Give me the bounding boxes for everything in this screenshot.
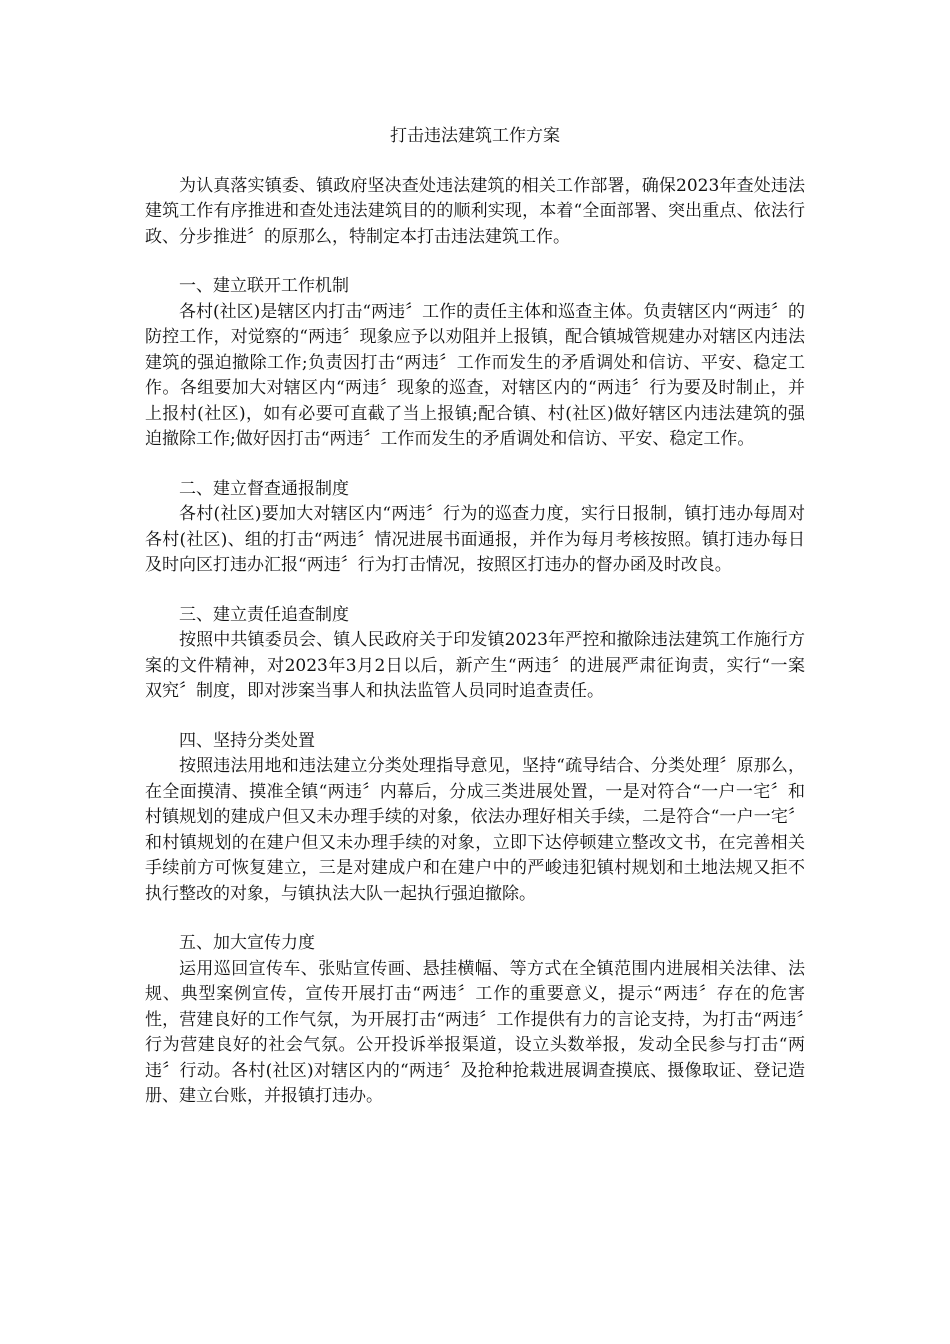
section-heading: 二、建立督查通报制度	[179, 478, 349, 499]
section-4	[145, 729, 805, 908]
section-heading: 五、加大宣传力度	[179, 933, 315, 953]
section-heading: 三、建立责任追查制度	[179, 604, 349, 625]
section-1	[145, 274, 805, 453]
document-title: 打击违法建筑工作方案	[390, 126, 560, 146]
section-2	[145, 477, 805, 579]
section-body: 按照违法用地和违法建立分类处理指导意见，坚持“疏导结合、分类处理〞原那么，在全面摸清、摸准全镇“两违〞内幕后，分成三类进展处置，一是对符合“一户一宅〞和村镇规划的建成户但又未办理手续的对象，依法办理好相关手续，二是符合“一户一宅〞和村镇规划的在建户但又未办理手续的对象，立即下达停顿建立整改文书，在完善相关手续前方可恢复建立，三是对建成户和在建户中的严峻违犯镇村规划和土地法规又拒不执行整改的对象，与镇执法大队一起执行强迫撤除。	[145, 756, 805, 904]
section-heading: 四、坚持分类处置	[179, 730, 315, 751]
section-3	[145, 603, 805, 705]
section-body: 各村(社区)是辖区内打击“两违〞工作的责任主体和巡查主体。负责辖区内“两违〞的防控工作，对觉察的“两违〞现象应予以劝阻并上报镇，配合镇城管规建办对辖区内违法建筑的强迫撤除工作;负责因打击“两违〞工作而发生的矛盾调处和信访、平安、稳定工作。各组要加大对辖区内“两违〞现象的巡查，对辖区内的“两违〞行为要及时制止，并上报村(社区)，如有必要可直截了当上报镇;配合镇、村(社区)做好辖区内违法建筑的强迫撤除工作;做好因打击“两违〞工作而发生的矛盾调处和信访、平安、稳定工作。	[145, 301, 805, 449]
section-body: 各村(社区)要加大对辖区内“两违〞行为的巡查力度，实行日报制，镇打违办每周对各村(社区)、组的打击“两违〞情况进展书面通报，并作为每月考核按照。镇打违办每日及时向区打违办汇报“两违〞行为打击情况，按照区打违办的督办函及时改良。	[145, 504, 805, 575]
intro-paragraph: 为认真落实镇委、镇政府坚决查处违法建筑的相关工作部署，确保2023年查处违法建筑工作有序推进和查处违法建筑目的的顺利实现，本着“全面部署、突出重点、依法行政、分步推进〞的原那么，特制定本打击违法建筑工作。	[145, 175, 805, 247]
section-heading: 一、建立联开工作机制	[179, 276, 349, 296]
section-body: 按照中共镇委员会、镇人民政府关于印发镇2023年严控和撤除违法建筑工作施行方案的文件精神，对2023年3月2日以后，新产生“两违〞的进展严肃征询责，实行“一案双究〞制度，即对涉案当事人和执法监管人员同时追查责任。	[145, 630, 805, 701]
section-body: 运用巡回宣传车、张贴宣传画、悬挂横幅、等方式在全镇范围内进展相关法律、法规、典型案例宣传，宣传开展打击“两违〞工作的重要意义，提示“两违〞存在的危害性，营建良好的工作气氛，为开展打击“两违〞工作提供有力的言论支持，为打击“两违〞行为营建良好的社会气氛。公开投诉举报渠道，设立头数举报，发动全民参与打击“两违〞行动。各村(社区)对辖区内的“两违〞及抢种抢栽进展调查摸底、摄像取证、登记造册、建立台账，并报镇打违办。	[145, 958, 805, 1106]
document-content	[145, 124, 805, 1134]
section-5	[145, 931, 805, 1110]
